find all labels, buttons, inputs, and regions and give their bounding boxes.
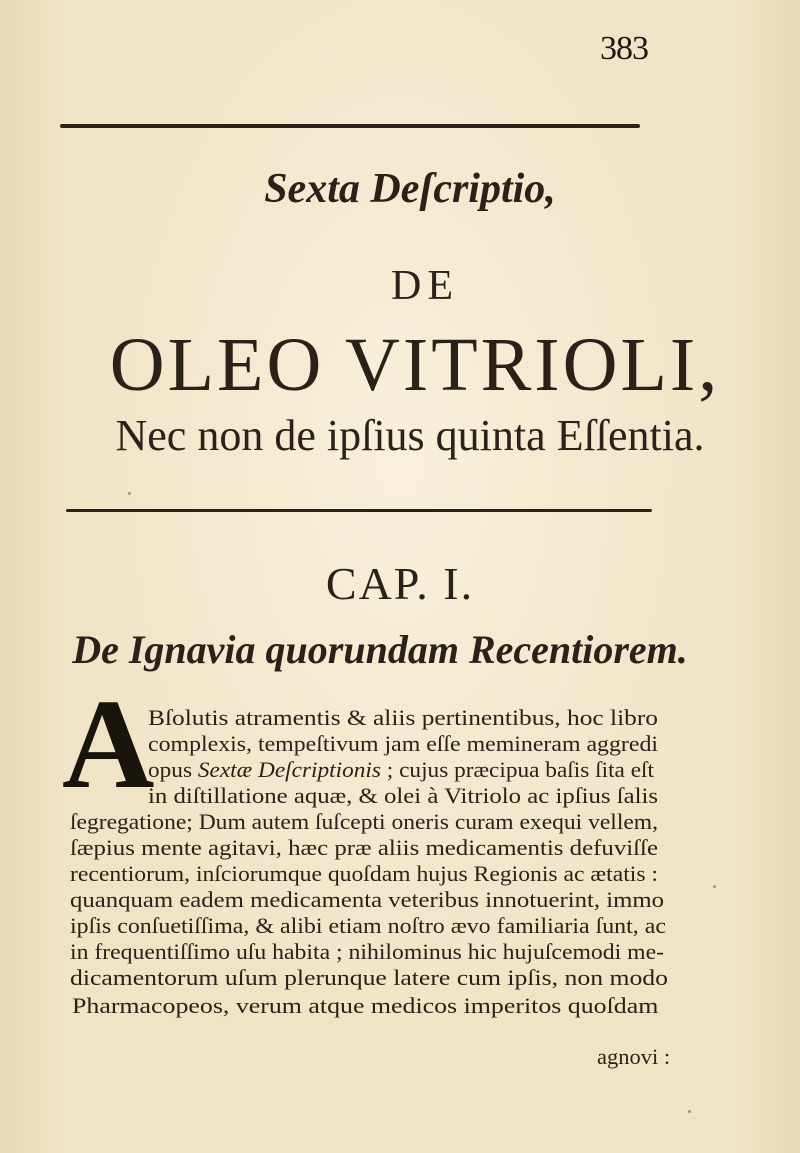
text-run: ; cujus præcipua baſis ſita eſt: [380, 757, 654, 782]
title-subtitle: Nec non de ipſius quinta Eſſentia.: [115, 411, 705, 460]
body-line: [70, 835, 658, 861]
page-number: 383: [600, 30, 648, 67]
body-line: [70, 809, 658, 835]
body-line: [70, 913, 666, 939]
body-line: [70, 939, 664, 965]
text-run: ſegregatione; Dum autem ſuſcepti oneris curam exequi vellem,: [70, 809, 659, 834]
middle-rule: [66, 509, 652, 512]
italic-phrase: Sextæ Deſcriptionis: [197, 757, 381, 782]
text-run: dicamentorum uſum plerunque latere cum ipſis, non modo: [70, 965, 668, 990]
title-sexta-descriptio: Sexta Deſcriptio,: [264, 166, 556, 212]
text-run: complexis, tempeſtivum jam eſſe memineram aggredi: [148, 731, 658, 756]
title-oleo-vitrioli: OLEO VITRIOLI,: [109, 323, 721, 407]
title-de: DE: [391, 263, 459, 309]
body-line: [70, 965, 668, 991]
text-run: ſæpius mente agitavi, hæc præ aliis medicamentis defuviſſe: [70, 835, 658, 860]
text-run: Pharmacopeos, verum atque medicos imperitos quoſdam: [72, 993, 659, 1018]
paper-speck: [688, 1110, 691, 1113]
body-line: [70, 887, 664, 913]
paper-speck: [128, 492, 131, 495]
body-line: [148, 783, 658, 809]
body-line: [148, 757, 654, 783]
text-run: in diſtillatione aquæ, & olei à Vitriolo ac ipſius ſalis: [148, 783, 658, 808]
body-line: [148, 705, 658, 731]
text-run: in frequentiſſimo uſu habita ; nihilominus hic hujuſcemodi me-: [70, 939, 665, 964]
body-line: [70, 861, 658, 887]
text-run: opus: [148, 757, 198, 782]
catchword: agnovi :: [597, 1044, 671, 1069]
top-rule: [60, 124, 640, 128]
chapter-number: CAP. I.: [325, 558, 475, 609]
drop-cap: A: [62, 673, 155, 815]
body-line: [148, 731, 658, 757]
text-run: Bſolutis atramentis & aliis pertinentibus, hoc libro: [148, 705, 658, 730]
text-run: recentiorum, inſciorumque quoſdam hujus Regionis ac ætatis :: [70, 861, 658, 886]
paper-speck: [713, 885, 716, 888]
text-run: ipſis conſuetiſſima, & alibi etiam noſtro ævo familiaria ſunt, ac: [70, 913, 666, 938]
text-run: quanquam eadem medicamenta veteribus innotuerint, immo: [70, 887, 664, 912]
chapter-title: De Ignavia quorundam Recentiorem.: [72, 627, 688, 672]
body-line: [72, 993, 658, 1019]
